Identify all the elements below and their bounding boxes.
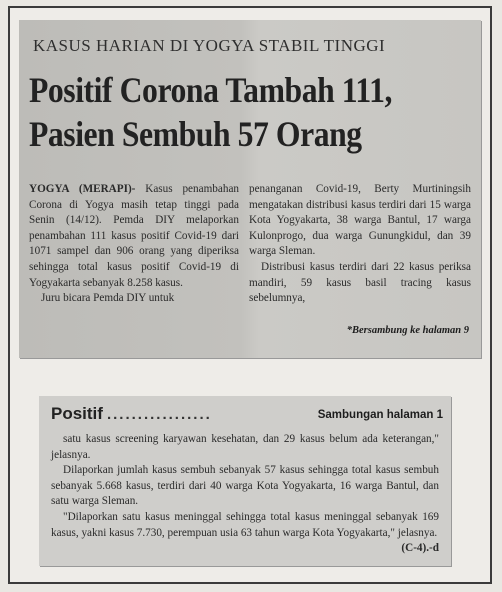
author-signature: (C-4).-d [401,542,439,555]
continuation-page-ref: Sambungan halaman 1 [317,409,443,421]
paragraph: Juru bicara Pemda DIY untuk [41,292,175,305]
dateline: YOGYA (MERAPI)- [29,183,136,195]
continuation-clipping [39,396,451,566]
paragraph-text: Kasus penambahan Corona di Yogya masih tetap tinggi pada Senin (14/12). Pemda DIY melaporkan penambahan 111 kasus positif Covid-19 dari 1071 sampel dan 906 orang yang diperiksa sehingga total kasus positif Covid-19 di Yogyakarta sebanyak 8.258 kasus. [29,183,239,289]
continuation-text [51,432,439,557]
paragraph [29,182,239,291]
continuation-keyword: Positif [51,404,103,423]
headline-line-1: Positif Corona Tambah 111, [29,70,392,110]
paragraph: penanganan Covid-19, Berty Murtiningsih mengatakan distribusi kasus terdiri dari 15 warga Kota Yogyakarta, 38 warga Bantul, 17 warga Kulonprogo, dua warga Gunungkidul, dan 39 warga Sleman. [249,183,471,258]
continuation-header [51,404,443,426]
paragraph: Dilaporkan jumlah kasus sembuh sebanyak 57 kasus sehingga total kasus sembuh sebanyak 5.668 kasus, terdiri dari 40 warga Kota Yogyakarta, 16 warga Bantul, dan satu warga Sleman. [51,464,439,508]
paragraph: Distribusi kasus terdiri dari 22 kasus periksa mandiri, 59 kasus basil tracing kasus sebelumnya, [249,260,471,305]
continued-note: *Bersambung ke halaman 9 [346,325,469,336]
paragraph-text: "Dilaporkan satu kasus meninggal sehingga total kasus meninggal sebanyak 169 kasus, yakni kasus 7.730, perempuan usia 63 tahun warga Kota Yogyakarta," jelasnya. [51,510,439,539]
main-headline [29,68,479,156]
headline-line-2: Pasien Sembuh 57 Orang [29,114,362,154]
leader-dots: ................. [106,406,212,423]
article-column-1 [29,182,239,307]
paragraph [51,510,439,555]
article-column-2 [249,182,471,307]
paragraph: satu kasus screening karyawan kesehatan, dan 29 kasus belum ada keterangan," jelasnya. [51,433,439,461]
article-clipping [19,20,481,358]
kicker-headline: KASUS HARIAN DI YOGYA STABIL TINGGI [33,36,386,55]
